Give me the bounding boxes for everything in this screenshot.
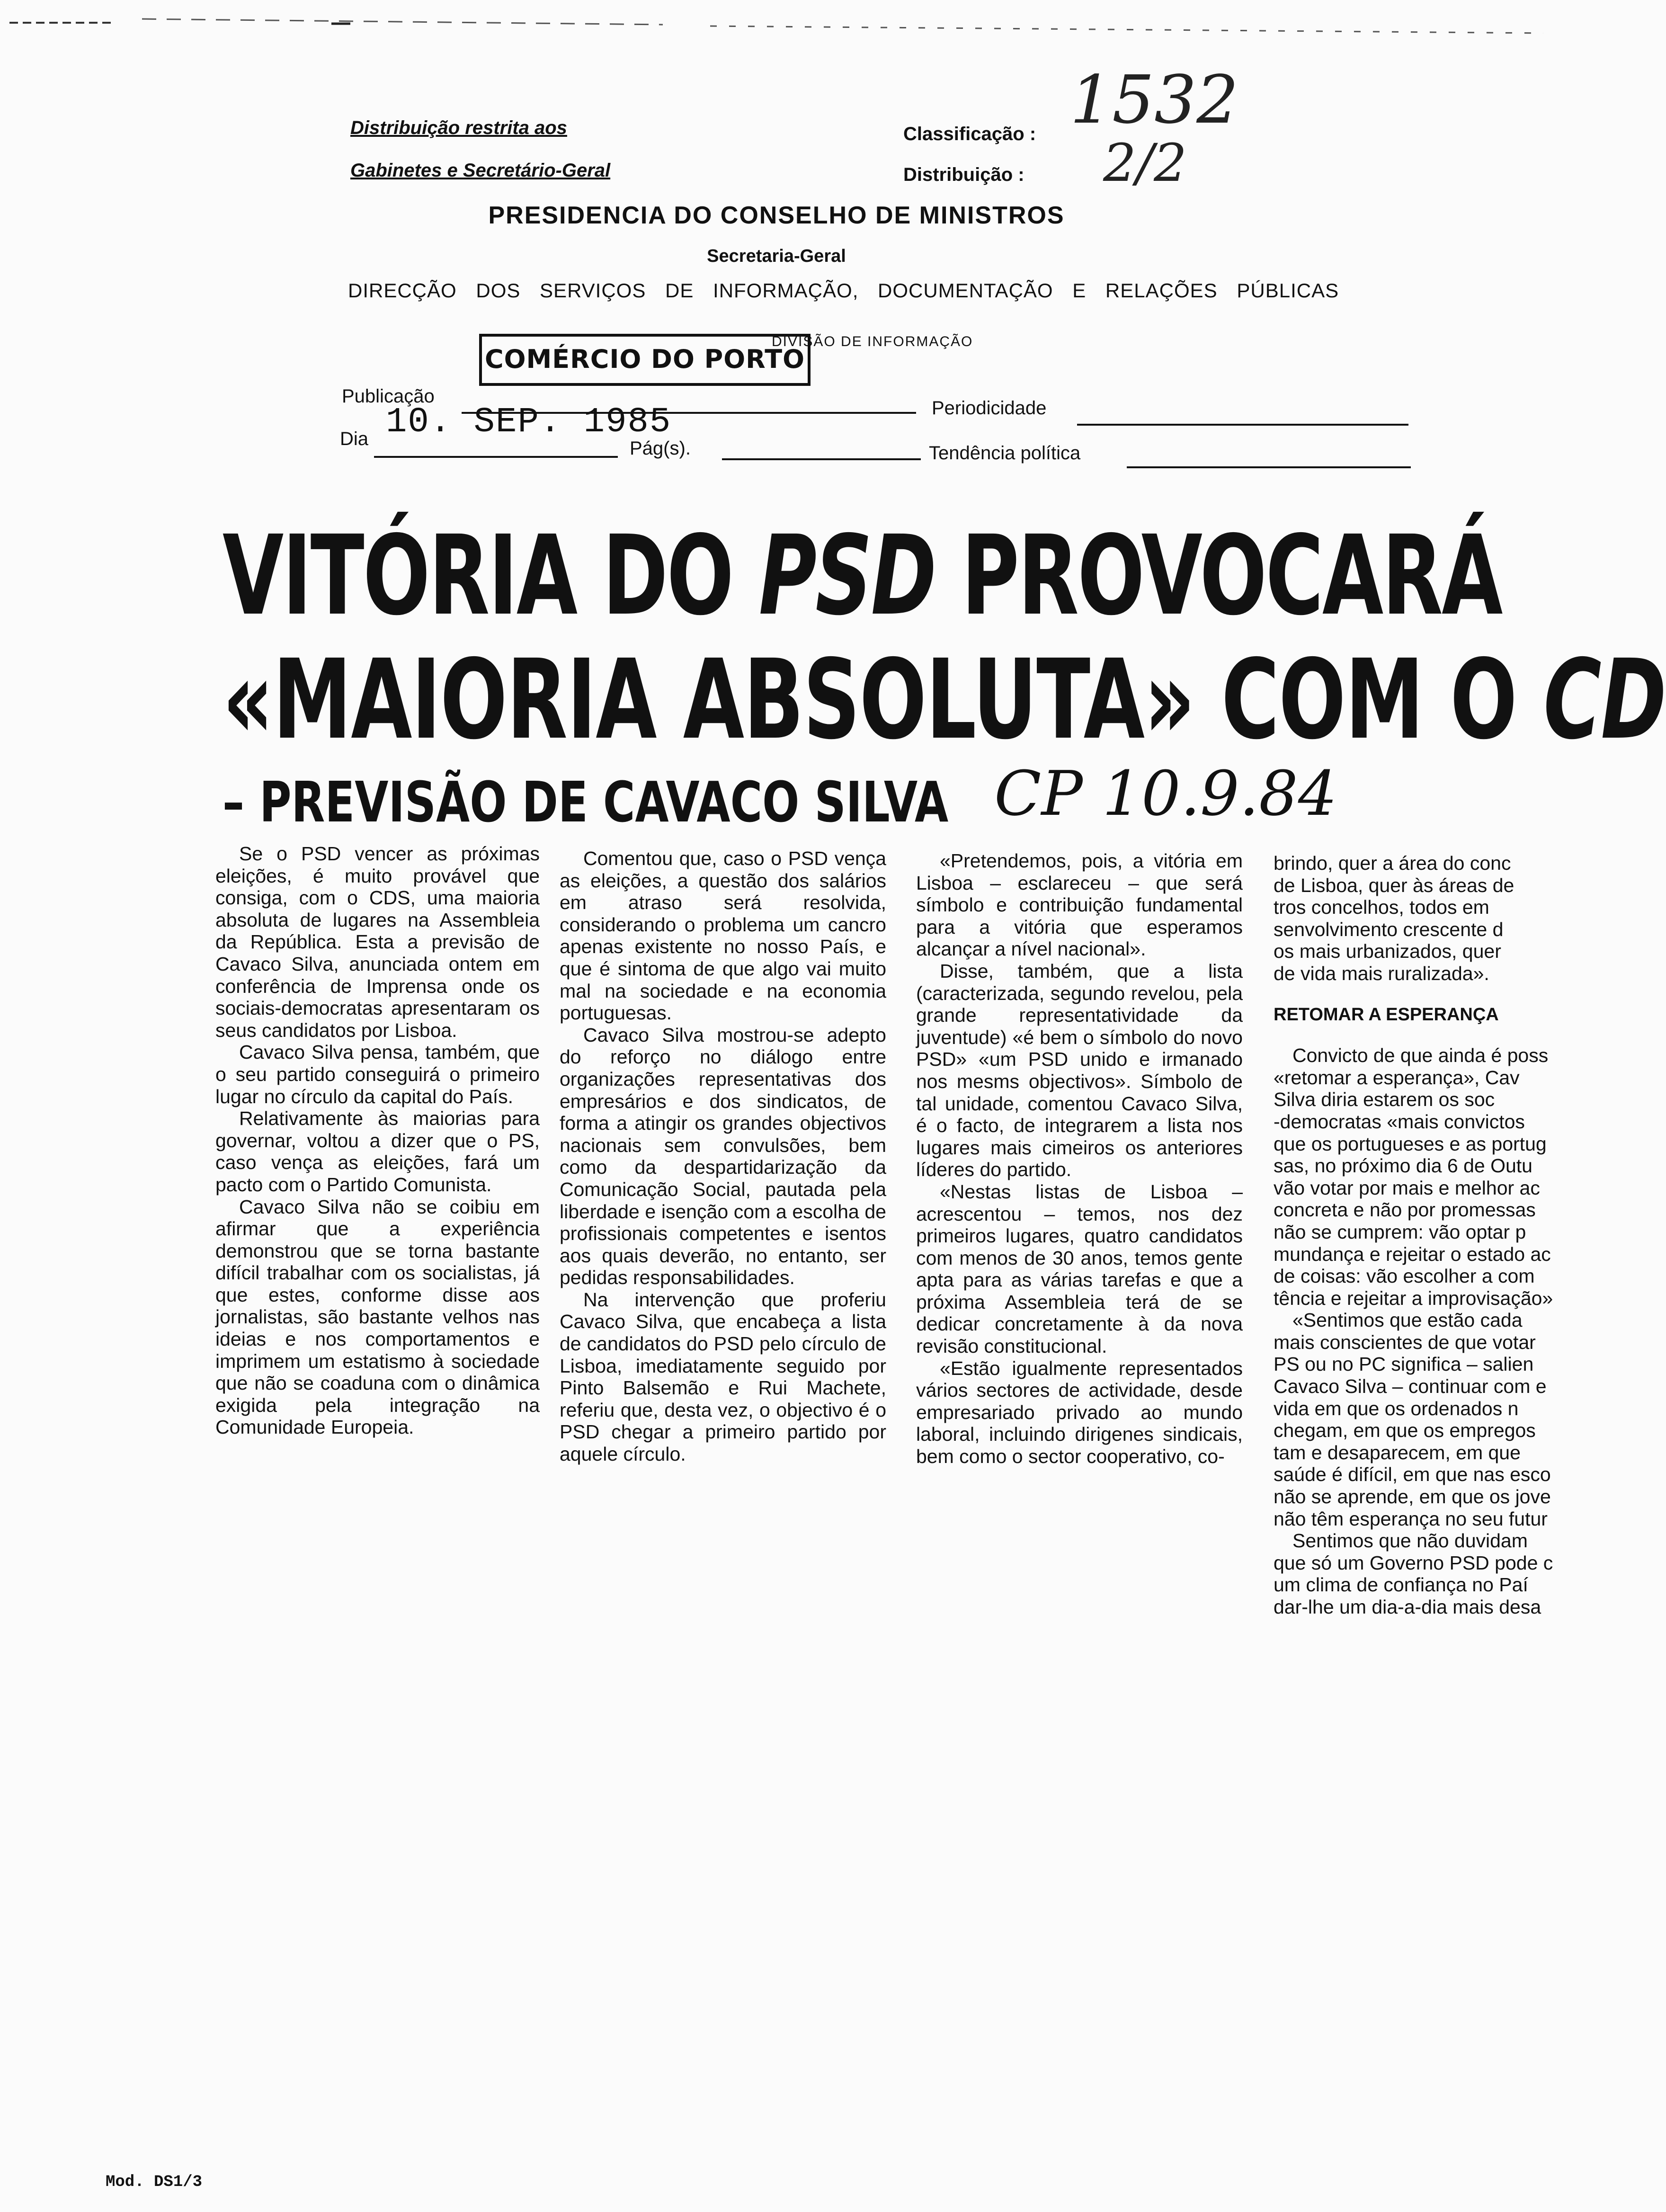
handwritten-date: CP 10.9.84 [994, 758, 1337, 830]
paragraph: Na intervenção que proferiu Cavaco Silva, que encabeça a lista de candidatos do PSD pelo círculo de Lisboa, imediatamente seguido por Pinto Balsemão e Rui Machete, referiu que, desta vez, o objectivo é o PSD chegar a primeiro partido por aquele círculo. [560, 1288, 886, 1465]
headline-2b: CD [1543, 636, 1666, 764]
restricted-distribution-note [350, 107, 610, 192]
col4-line: chegam, em que os empregos [1274, 1419, 1536, 1442]
col4-line: que só um Governo PSD pode c [1274, 1552, 1553, 1574]
headline-1b: PSD [758, 512, 935, 640]
headline-2a: «MAIORIA ABSOLUTA» COM O [223, 636, 1544, 764]
classificacao-label: Classificação : [903, 124, 1036, 144]
paragraph: Cavaco Silva pensa, também, que o seu partido conseguirá o primeiro lugar no círculo da capital do País. [215, 1041, 540, 1107]
col4-line: Cavaco Silva – continuar com e [1274, 1375, 1547, 1398]
article-column-3 [916, 850, 1243, 1468]
col4-line: de vida mais ruralizada». [1274, 962, 1489, 984]
col4-line: não se cumprem: vão optar p [1274, 1221, 1526, 1243]
secretaria-geral: Secretaria-Geral [707, 246, 846, 266]
dia-line [374, 456, 618, 458]
headline-1a: VITÓRIA DO [223, 512, 759, 640]
paragraph: «Estão igualmente representados vários sectores de actividade, desde empresariado privado ao mundo laboral, incluindo dirigenes sindicais, bem como o sector cooperativo, co- [916, 1357, 1243, 1468]
dia-value: 10. SEP. 1985 [386, 402, 672, 442]
headline-1c: PROVOCARÁ [935, 512, 1502, 640]
form-code: Mod. DS1/3 [106, 2173, 203, 2191]
paragraph: «Pretendemos, pois, a vitória em Lisboa – esclareceu – que será símbolo e contribuição fundamental para a vitória que esperamos alcançar a nível nacional». [916, 850, 1243, 960]
scan-noise-top [0, 0, 1553, 38]
col4-line: não se aprende, em que os jove [1274, 1486, 1551, 1508]
col4-line: mundança e rejeitar o estado ac [1274, 1243, 1551, 1265]
col4-line: tência e rejeitar a improvisação» [1274, 1287, 1553, 1309]
paragraph: Se o PSD vencer as próximas eleições, é muito provável que consiga, com o CDS, uma maioria absoluta de lugares na Assembleia da República. Esta a previsão de Cavaco Silva, anunciada ontem em conferência de Imprensa onde os sociais-democratas apresentaram os seus candidatos por Lisboa. [215, 843, 540, 1041]
col4-line: um clima de confiança no Paí [1274, 1574, 1528, 1596]
classification-block [903, 114, 1036, 195]
col4-line: Silva diria estarem os soc [1274, 1088, 1495, 1111]
col4-line: de coisas: vão escolher a com [1274, 1265, 1535, 1287]
handwritten-distribution: 2/2 [1103, 133, 1187, 193]
col4-line: Convicto de que ainda é poss [1292, 1044, 1549, 1067]
publicacao-label: Publicação [342, 386, 435, 407]
article-column-1 [215, 843, 540, 1438]
col4-line: «retomar a esperança», Cav [1274, 1066, 1520, 1088]
tendencia-label: Tendência política [929, 443, 1081, 464]
subheadline: – PREVISÃO DE CAVACO SILVA [223, 769, 949, 835]
col4-line: dar-lhe um dia-a-dia mais desa [1274, 1596, 1541, 1618]
col4-line: de Lisboa, quer às áreas de [1274, 874, 1515, 896]
dia-label: Dia [340, 428, 369, 449]
headline [223, 512, 1666, 765]
distribuicao-label: Distribuição : [903, 164, 1025, 185]
paragraph: Relativamente às maiorias para governar, voltou a dizer que o PS, caso vença as eleições, fará um pacto com o Partido Comunista. [215, 1107, 540, 1195]
handwritten-classification: 1532 [1070, 62, 1239, 139]
col4-line: vida em que os ordenados n [1274, 1397, 1519, 1419]
paragraph: Disse, também, que a lista (caracterizada, segundo revelou, pela grande representatividade da juventude) «é bem o símbolo do novo PSD» «um PSD unido e irmanado nos mesms objectivos». Símbolo de tal unidade, comentou Cavaco Silva, é o facto, de integrarem a lista nos lugares mais cimeiros os anteriores líderes do partido. [916, 960, 1243, 1181]
col4-line: «Sentimos que estão cada [1292, 1309, 1523, 1331]
col4-line: saúde é difícil, em que nas esco [1274, 1463, 1551, 1486]
restricted-line-2: Gabinetes e Secretário-Geral [350, 160, 611, 181]
divisao-label: DIVISÃO DE INFORMAÇÃO [772, 334, 973, 349]
paragraph: Cavaco Silva mostrou-se adepto do reforço no diálogo entre organizações representativas dos empresários e dos sindicatos, de forma a atingir os grandes objectivos nacionais sem convulsões, bem como da despartidarização da Comunicação Social, pautada pela liberdade e isenção com a escolha de profissionais competentes e isentos aos quais deverão, no entanto, ser pedidas responsabilidades. [560, 1024, 886, 1289]
periodicidade-label: Periodicidade [932, 398, 1047, 419]
article-column-2 [560, 847, 886, 1465]
col4-line: não têm esperança no seu futur [1274, 1507, 1548, 1530]
col4-line: PS ou no PC significa – salien [1274, 1353, 1534, 1375]
issuing-body: PRESIDENCIA DO CONSELHO DE MINISTROS [488, 202, 1065, 229]
paragraph: «Nestas listas de Lisboa – acrescentou – temos, nos dez primeiros lugares, quatro candidatos com menos de 30 anos, temos gente apta para as várias tarefas e que a próxima Assembleia terá de se dedicar concretamente à da nova revisão constitucional. [916, 1180, 1243, 1357]
col4-line: senvolvimento crescente d [1274, 918, 1504, 940]
pags-label: Pág(s). [630, 438, 691, 459]
col4-line: sas, no próximo dia 6 de Outu [1274, 1155, 1532, 1177]
periodicidade-line [1077, 424, 1408, 426]
paragraph: Cavaco Silva não se coibiu em afirmar que a experiência demonstrou que se torna bastante difícil trabalhar com os socialistas, já que estes, conforme disse aos jornalistas, são bastante velhos nas ideias e nos comportamentos e imprimem um estatismo à sociedade que não se coaduna com o dinâmica exigida pela integração na Comunidade Europeia. [215, 1195, 540, 1438]
col4-line: -democratas «mais convictos [1274, 1110, 1525, 1133]
section-heading: RETOMAR A ESPERANÇA [1274, 1004, 1499, 1025]
pags-line [722, 458, 921, 460]
col4-line: tam e desaparecem, em que [1274, 1441, 1521, 1463]
col4-line: mais conscientes de que votar [1274, 1331, 1536, 1353]
headline-line-1 [223, 512, 1502, 640]
col4-line: Sentimos que não duvidam [1292, 1530, 1528, 1552]
col4-line: tros concelhos, todos em [1274, 896, 1489, 919]
col4-line: que os portugueses e as portug [1274, 1133, 1547, 1155]
tendencia-line [1127, 466, 1411, 468]
headline-line-2 [223, 636, 1666, 764]
col4-line: brindo, quer a área do conc [1274, 852, 1511, 874]
direccao-title: DIRECÇÃO DOS SERVIÇOS DE INFORMAÇÃO, DOCUMENTAÇÃO E RELAÇÕES PÚBLICAS [348, 279, 1339, 302]
article-column-4-cropped [1274, 852, 1553, 1618]
paragraph: Comentou que, caso o PSD vença as eleições, a questão dos salários em atraso será resolvida, considerando o problema um cancro apenas existente no nosso País, e que é sintoma de que algo vai muito mal na sociedade e na economia portuguesas. [560, 847, 886, 1024]
col4-line: vão votar por mais e melhor ac [1274, 1177, 1540, 1199]
col4-line: os mais urbanizados, quer [1274, 940, 1501, 963]
col4-line: concreta e não por promessas [1274, 1199, 1536, 1221]
publication-stamp: COMÉRCIO DO PORTO [479, 334, 811, 386]
restricted-line-1: Distribuição restrita aos [350, 117, 567, 138]
